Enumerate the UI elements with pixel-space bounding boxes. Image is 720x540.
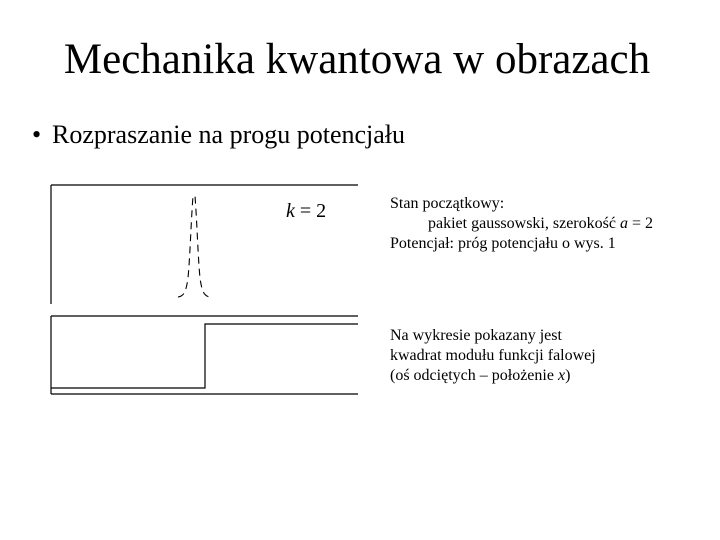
width-value: = 2 — [627, 215, 653, 232]
initial-state-heading: Stan początkowy: — [390, 195, 505, 212]
packet-width-prefix: pakiet gaussowski, szerokość — [428, 215, 620, 232]
wave-number-label — [286, 198, 326, 224]
slide-title: Mechanika kwantowa w obrazach — [63, 36, 651, 83]
k-value: = 2 — [294, 200, 327, 222]
plot-description — [390, 326, 596, 386]
wave-packet-curve — [178, 196, 210, 297]
axis-desc-prefix: (oś odciętych – położenie — [390, 367, 558, 384]
axis-desc-suffix: ) — [565, 367, 571, 384]
bullet-icon: • — [32, 120, 42, 149]
bullet-text: Rozpraszanie na progu potencjału — [52, 120, 406, 149]
potential-step-line — [51, 324, 358, 388]
width-symbol: a — [619, 215, 628, 232]
plot-desc-line-2: kwadrat modułu funkcji falowej — [390, 347, 596, 364]
potential-panel — [51, 316, 358, 394]
bullet-item — [32, 118, 405, 152]
potential-line: Potencjał: próg potencjału o wys. 1 — [390, 235, 616, 252]
k-symbol: k — [286, 200, 295, 222]
plot-desc-line-3 — [390, 366, 596, 386]
plot-desc-line-1: Na wykresie pokazany jest — [390, 327, 562, 344]
x-symbol: x — [557, 367, 566, 384]
initial-state-description — [390, 194, 653, 254]
packet-width-line — [390, 214, 653, 234]
